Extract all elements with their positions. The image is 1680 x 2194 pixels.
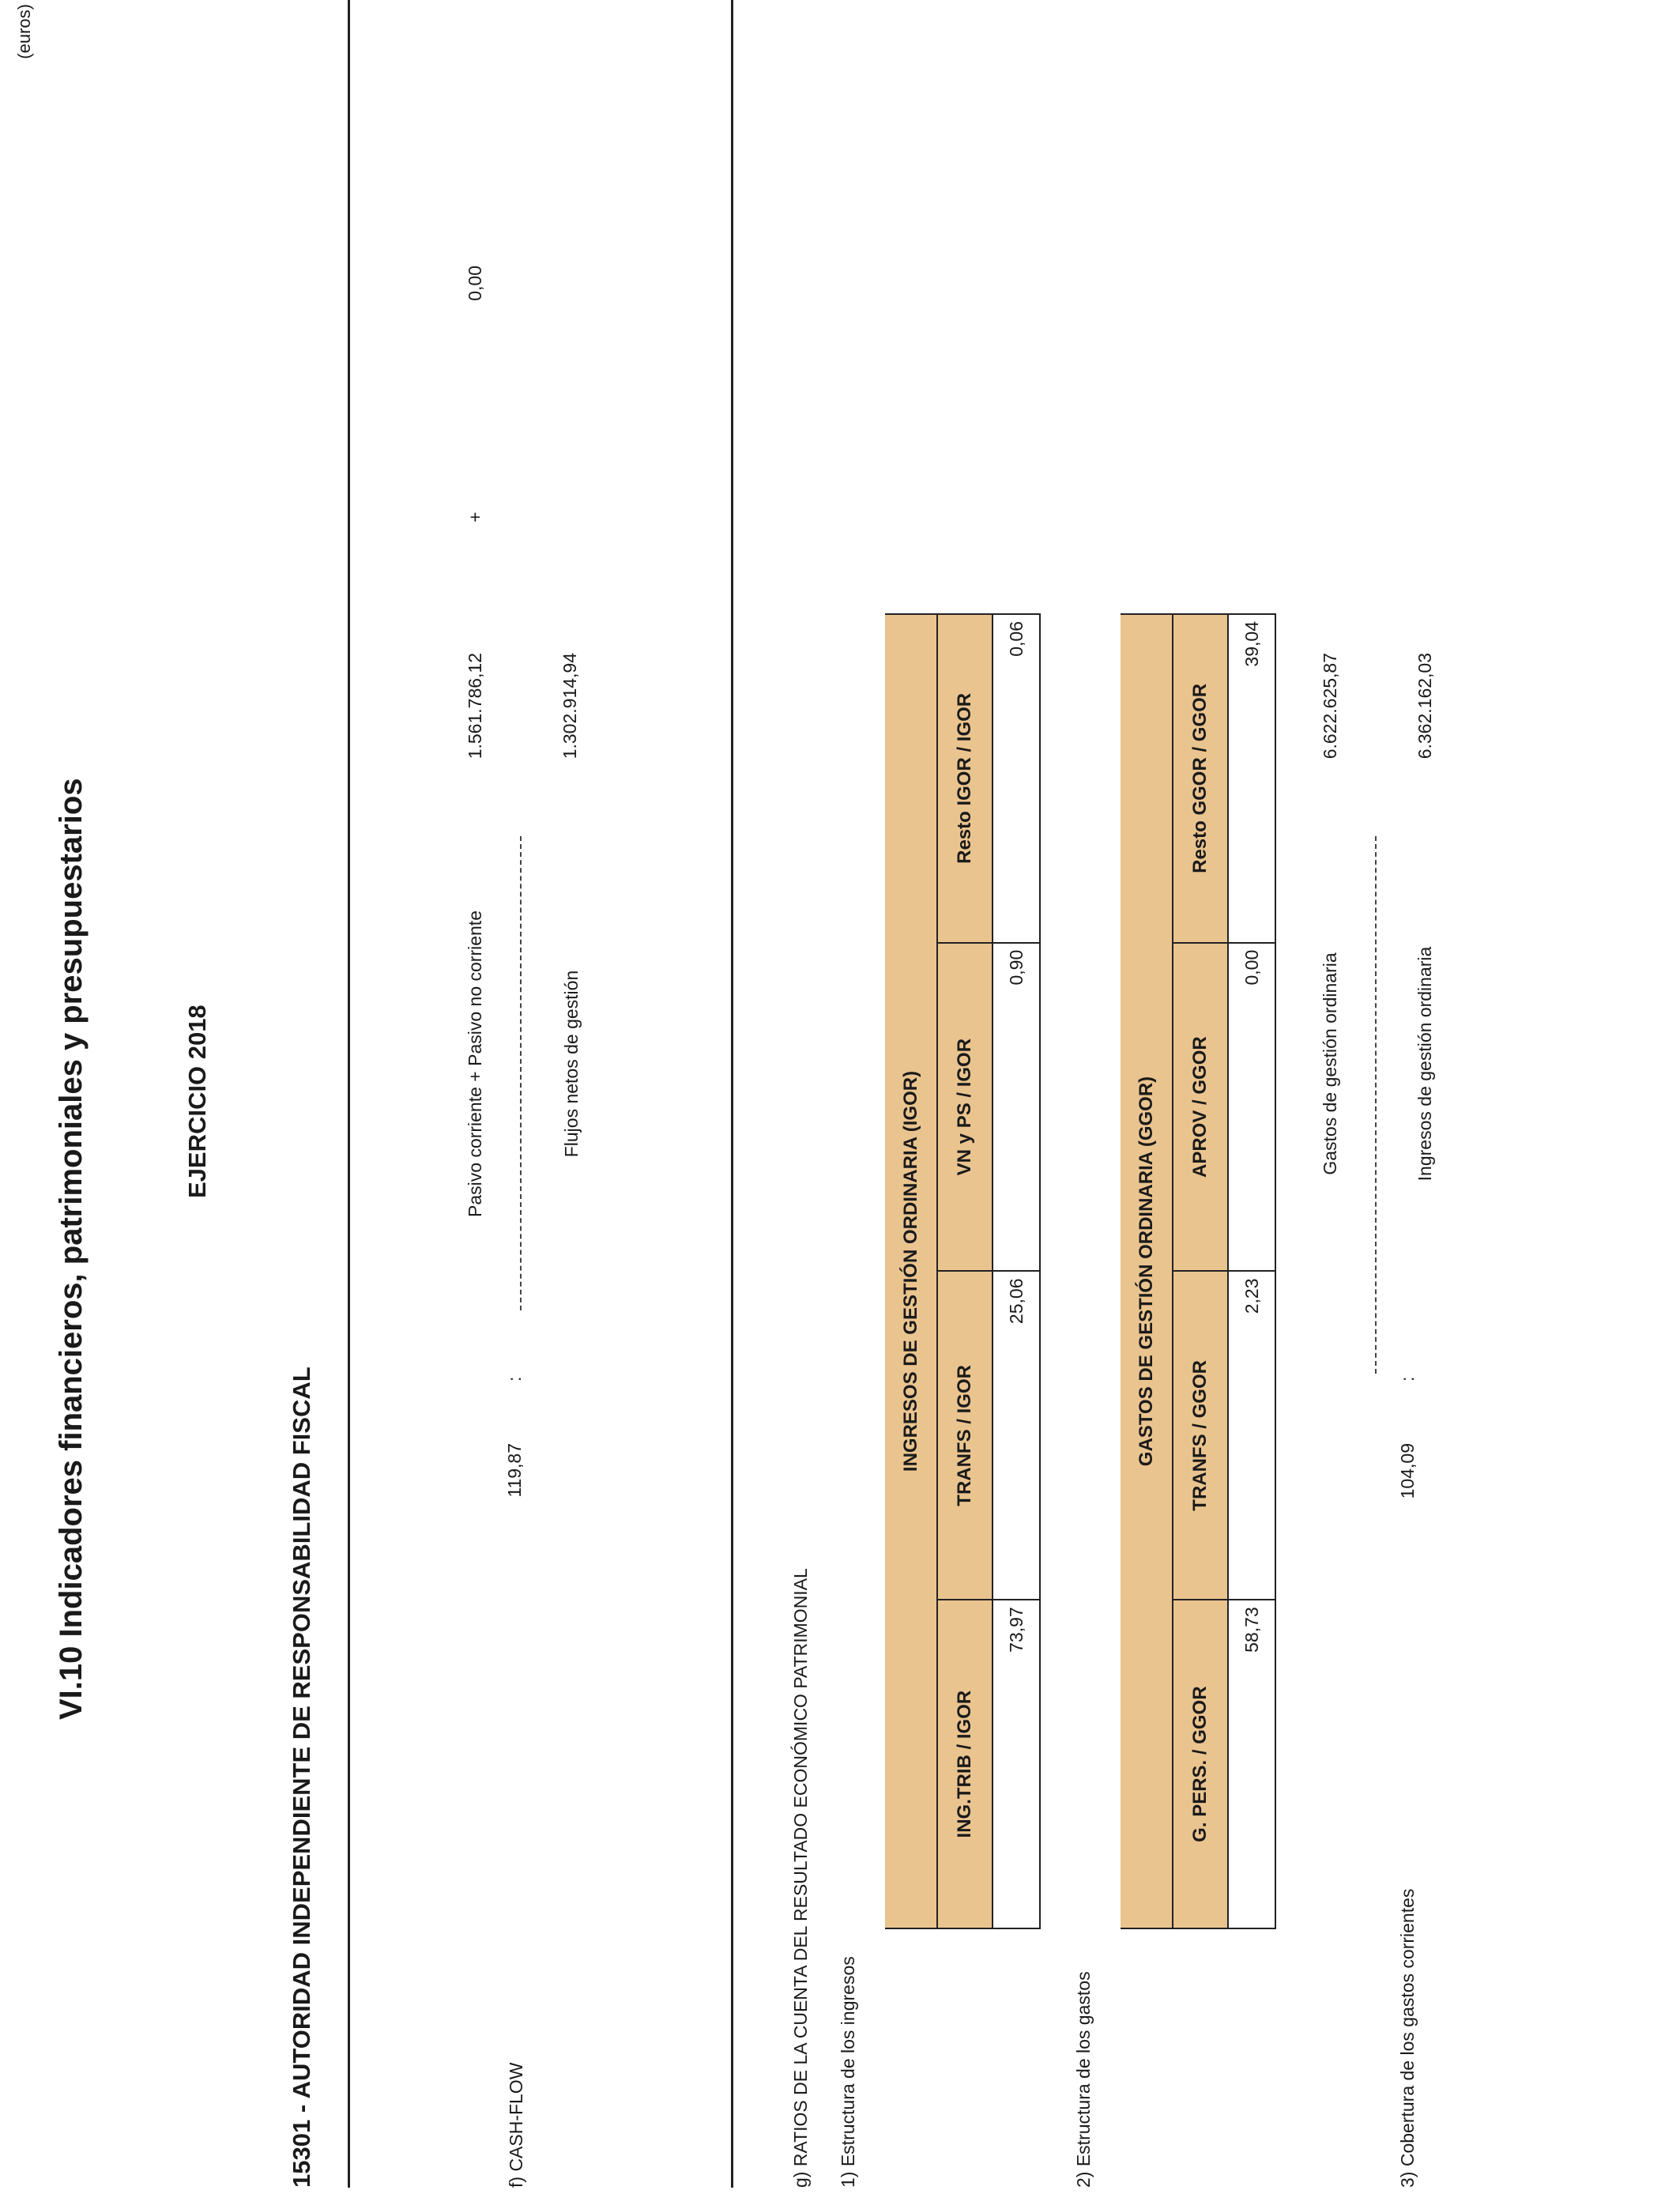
cobertura-denominator-value: 6.362.162,03	[1414, 653, 1435, 760]
cash-flow-colon: :	[504, 1376, 525, 1382]
gastos-col-header: Resto GGOR / GGOR	[1173, 614, 1228, 943]
cobertura-value: 104,09	[1397, 1443, 1418, 1499]
cash-flow-fraction-line	[520, 836, 522, 1310]
cash-flow-denominator-label: Flujos netos de gestión	[561, 970, 582, 1158]
gastos-structure-label: 2) Estructura de los gastos	[1073, 1971, 1094, 2188]
cobertura-numerator-label: Gastos de gestión ordinaria	[1320, 952, 1340, 1175]
ingresos-table-title: INGRESOS DE GESTIÓN ORDINARIA (IGOR)	[885, 614, 937, 1928]
fiscal-year: EJERCICIO 2018	[183, 1005, 211, 1198]
top-divider	[348, 0, 350, 2188]
ingresos-value-cell: 0,06	[993, 614, 1040, 943]
gastos-value-cell: 58,73	[1228, 1600, 1275, 1928]
cash-flow-numerator-value-2: 0,00	[465, 266, 485, 301]
cobertura-fraction-line	[1375, 836, 1377, 1374]
ingresos-value-cell: 25,06	[993, 1272, 1040, 1600]
organization-name: 15301 - AUTORIDAD INDEPENDIENTE DE RESPONSABILIDAD FISCAL	[288, 1367, 315, 2188]
gastos-value-cell: 0,00	[1228, 943, 1275, 1272]
gastos-col-header: TRANFS / GGOR	[1173, 1272, 1228, 1600]
ingresos-col-header: TRANFS / IGOR	[937, 1272, 993, 1600]
cash-flow-denominator-value: 1.302.914,94	[559, 653, 580, 760]
ingresos-col-header: VN y PS / IGOR	[937, 943, 993, 1272]
cash-flow-value: 119,87	[504, 1443, 525, 1498]
ingresos-value-cell: 0,90	[993, 943, 1040, 1272]
cobertura-label: 3) Cobertura de los gastos corrientes	[1397, 1888, 1418, 2188]
gastos-value-cell: 2,23	[1228, 1272, 1275, 1600]
ingresos-structure-label: 1) Estructura de los ingresos	[838, 1956, 858, 2188]
middle-divider	[731, 0, 733, 2188]
gastos-table-title: GASTOS DE GESTIÓN ORDINARIA (GGOR)	[1121, 614, 1173, 1928]
gastos-col-header: G. PERS. / GGOR	[1173, 1600, 1228, 1928]
gastos-value-cell: 39,04	[1228, 614, 1275, 943]
cobertura-denominator-label: Ingresos de gestión ordinaria	[1414, 946, 1435, 1182]
ratios-section-label: g) RATIOS DE LA CUENTA DEL RESULTADO ECONÓMICO PATRIMONIAL	[790, 1568, 811, 2188]
units-label: (euros)	[14, 4, 34, 59]
cobertura-numerator-value: 6.622.625,87	[1320, 653, 1340, 760]
cobertura-colon: :	[1397, 1376, 1418, 1382]
cash-flow-plus: +	[465, 511, 485, 522]
gastos-table	[1121, 613, 1276, 1929]
cash-flow-numerator-value-1: 1.561.786,12	[465, 653, 485, 760]
page-title: VI.10 Indicadores financieros, patrimoniales y presupuestarios	[54, 778, 89, 1720]
ingresos-value-cell: 73,97	[993, 1600, 1040, 1928]
ingresos-col-header: ING.TRIB / IGOR	[937, 1600, 993, 1928]
cash-flow-numerator-label: Pasivo corriente + Pasivo no corriente	[465, 910, 485, 1218]
gastos-col-header: APROV / GGOR	[1173, 943, 1228, 1272]
ingresos-col-header: Resto IGOR / IGOR	[937, 614, 993, 943]
cash-flow-label: f) CASH-FLOW	[506, 2062, 526, 2188]
ingresos-table	[885, 613, 1041, 1929]
